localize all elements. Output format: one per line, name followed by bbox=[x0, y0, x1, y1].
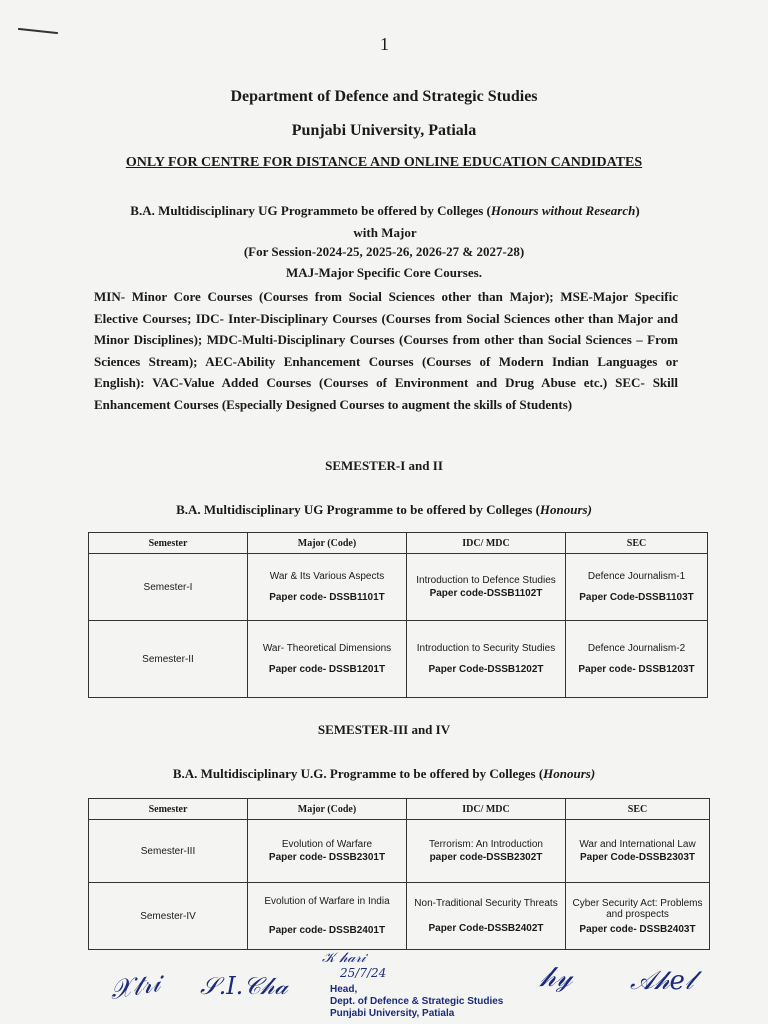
idc-code: paper code-DSSB2302T bbox=[429, 852, 543, 863]
notice-heading: ONLY FOR CENTRE FOR DISTANCE AND ONLINE EDUCATION CANDIDATES bbox=[125, 155, 643, 170]
semester-1-2-table bbox=[88, 532, 708, 698]
signature-4: 𝒽𝓎 bbox=[540, 960, 573, 993]
sec-cell bbox=[566, 621, 708, 698]
major-title: Evolution of Warfare bbox=[281, 839, 373, 850]
subtitle-pre: B.A. Multidisciplinary U.G. Programme to be offered by Colleges ( bbox=[172, 766, 544, 781]
programme-title-pre: B.A. Multidisciplinary UG Programmeto be offered by Colleges ( bbox=[130, 203, 491, 218]
head-stamp bbox=[330, 984, 503, 1020]
semester-3-4-heading: SEMESTER-III and IV bbox=[317, 722, 451, 737]
signature-2: 𝒮.𝐼.𝒞𝒽𝒶 bbox=[200, 972, 288, 1000]
col-semester: Semester bbox=[89, 533, 248, 554]
idc-code: Paper Code-DSSB1202T bbox=[428, 664, 544, 675]
programme-title-italic: Honours without Research bbox=[490, 203, 636, 218]
table-header-row bbox=[89, 799, 710, 820]
programme-title bbox=[120, 200, 650, 244]
idc-title: Introduction to Security Studies bbox=[416, 643, 556, 654]
major-code: Paper code- DSSB1201T bbox=[268, 664, 386, 675]
major-cell bbox=[248, 621, 407, 698]
major-code: Paper code- DSSB2301T bbox=[268, 852, 386, 863]
maj-line: MAJ-Major Specific Core Courses. bbox=[286, 265, 482, 280]
table-row bbox=[89, 883, 710, 950]
sec-code: Paper code- DSSB2403T bbox=[579, 923, 696, 935]
sec-title: Defence Journalism-1 bbox=[587, 571, 686, 582]
sec-code: Paper code- DSSB1203T bbox=[578, 664, 695, 675]
stamp-line-2: Dept. of Defence & Strategic Studies bbox=[330, 996, 504, 1007]
session-line: (For Session-2024-25, 2025-26, 2026-27 & 2027-28) bbox=[243, 244, 525, 259]
subtitle-italic: Honours) bbox=[539, 502, 592, 517]
idc-cell bbox=[407, 883, 566, 950]
major-cell bbox=[248, 883, 407, 950]
signature-1: 𝒳𝓉𝓇𝒾 bbox=[107, 967, 163, 1007]
col-sec: SEC bbox=[566, 799, 710, 820]
semester-cell: Semester-III bbox=[89, 820, 248, 883]
semester-cell: Semester-II bbox=[89, 621, 248, 698]
table-row bbox=[89, 820, 710, 883]
idc-cell bbox=[407, 621, 566, 698]
sec-cell bbox=[566, 554, 708, 621]
signature-5: 𝒜𝒽𝑒𝓁 bbox=[630, 966, 694, 996]
semester-3-4-subtitle bbox=[0, 766, 768, 782]
subtitle-italic: Honours) bbox=[543, 766, 596, 781]
col-idc: IDC/ MDC bbox=[407, 799, 566, 820]
page-number: 1 bbox=[380, 34, 389, 54]
major-code: Paper code- DSSB2401T bbox=[268, 925, 386, 936]
idc-code: Paper Code-DSSB2402T bbox=[428, 923, 544, 934]
department-title: Department of Defence and Strategic Studies bbox=[230, 88, 538, 105]
sec-cell bbox=[566, 820, 710, 883]
major-code: Paper code- DSSB1101T bbox=[269, 592, 385, 603]
col-sec: SEC bbox=[566, 533, 708, 554]
sec-cell bbox=[566, 883, 710, 950]
semester-cell: Semester-IV bbox=[89, 883, 248, 950]
sec-code: Paper Code-DSSB2303T bbox=[579, 852, 696, 863]
major-cell bbox=[248, 554, 407, 621]
table-row bbox=[89, 554, 708, 621]
col-semester: Semester bbox=[89, 799, 248, 820]
semester-cell: Semester-I bbox=[89, 554, 248, 621]
major-cell bbox=[248, 820, 407, 883]
sec-code: Paper Code-DSSB1103T bbox=[579, 592, 694, 603]
sec-title: Cyber Security Act: Problems and prospects bbox=[572, 897, 703, 920]
idc-cell bbox=[407, 820, 566, 883]
idc-title: Introduction to Defence Studies bbox=[416, 575, 556, 586]
table-header-row bbox=[89, 533, 708, 554]
signature-3: 𝒦 𝒽𝒶𝓇𝒾 bbox=[322, 950, 366, 966]
major-title: War & Its Various Aspects bbox=[269, 571, 385, 582]
col-idc: IDC/ MDC bbox=[407, 533, 566, 554]
pen-mark bbox=[18, 28, 58, 34]
idc-title: Non-Traditional Security Threats bbox=[414, 898, 558, 909]
subtitle-pre: B.A. Multidisciplinary UG Programme to be offered by Colleges ( bbox=[176, 502, 540, 517]
idc-cell bbox=[407, 554, 566, 621]
programme-title-post: ) with Major bbox=[353, 203, 640, 240]
major-title: War- Theoretical Dimensions bbox=[262, 643, 392, 654]
semester-1-2-subtitle bbox=[0, 502, 768, 518]
idc-code: Paper code-DSSB1102T bbox=[429, 588, 543, 599]
semester-3-4-table bbox=[88, 798, 710, 950]
stamp-line-1: Head, bbox=[330, 984, 358, 995]
col-major: Major (Code) bbox=[248, 533, 407, 554]
stamp-line-3: Punjabi University, Patiala bbox=[330, 1008, 455, 1019]
signature-date: 25/7/24 bbox=[340, 966, 387, 980]
sec-title: Defence Journalism-2 bbox=[587, 643, 686, 654]
semester-1-2-heading: SEMESTER-I and II bbox=[325, 458, 443, 473]
table-row bbox=[89, 621, 708, 698]
idc-title: Terrorism: An Introduction bbox=[429, 839, 543, 850]
sec-title: War and International Law bbox=[579, 839, 696, 850]
course-abbreviations-paragraph: MIN- Minor Core Courses (Courses from Social Sciences other than Major); MSE-Major Specific Elective Courses; IDC- Inter-Disciplinary Courses (Courses from Social Sciences other than Major and Minor Disciplines); MDC-Multi-Disciplinary Courses (Courses from other than Social Sciences – From Sciences Stream); AEC-Ability Enhancement Courses (Courses of Modern Indian Languages or English): VAC-Value Added Courses (Courses of Environment and Drug Abuse etc.) SEC- Skill Enhancement Courses (Especially Designed Courses to augment the skills of Students) bbox=[94, 289, 678, 412]
university-title: Punjabi University, Patiala bbox=[291, 122, 477, 139]
major-title: Evolution of Warfare in India bbox=[264, 896, 390, 907]
col-major: Major (Code) bbox=[248, 799, 407, 820]
